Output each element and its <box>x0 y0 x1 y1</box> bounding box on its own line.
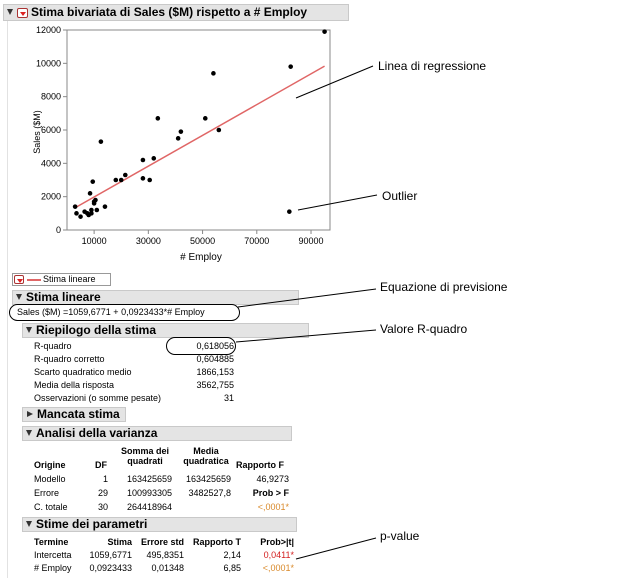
x-tick-label: 50000 <box>190 236 216 246</box>
anova-cell: 163425659 <box>185 474 231 484</box>
anova-cell: 3482527,8 <box>188 488 231 498</box>
params-col-se: Errore std <box>140 537 184 547</box>
params-pvalue: <,0001* <box>262 563 294 573</box>
params-col-term: Termine <box>34 537 69 547</box>
anova-cell: 1 <box>102 474 108 484</box>
params-cell: 2,14 <box>223 550 241 560</box>
anova-cell: 264418964 <box>126 502 172 512</box>
anova-cell: 30 <box>97 502 108 512</box>
summary-title: Riepilogo della stima <box>36 323 157 337</box>
x-tick-label: 70000 <box>244 236 270 246</box>
summary-label: Osservazioni (o somme pesate) <box>34 393 162 403</box>
params-cell: 6,85 <box>223 563 241 573</box>
summary-label: Scarto quadratico medio <box>34 367 132 377</box>
params-col-p: Prob>|t| <box>260 537 294 547</box>
params-cell: 495,8351 <box>146 550 184 560</box>
params-cell: 0,0923433 <box>89 563 132 573</box>
params-cell: 0,01348 <box>151 563 184 573</box>
summary-label: R-quadro corretto <box>34 354 105 364</box>
params-col-t: Rapporto T <box>193 537 241 547</box>
summary-label: Media della risposta <box>34 380 115 390</box>
regression-callout-line <box>296 66 373 98</box>
y-axis-label: Sales ($M) <box>32 110 42 154</box>
regression-line-callout: Linea di regressione <box>378 59 487 73</box>
x-axis-label: # Employ <box>180 252 222 263</box>
summary-value: 0,618056 <box>196 341 234 351</box>
anova-col-f: Rapporto F <box>236 460 284 470</box>
y-tick-label: 0 <box>55 225 61 235</box>
x-tick-label: 30000 <box>135 236 161 246</box>
params-pvalue: 0,0411* <box>263 550 294 560</box>
summary-value: 0,604885 <box>196 354 234 364</box>
anova-title: Analisi della varianza <box>36 426 158 440</box>
prediction-equation: Sales ($M) =1059,6771 + 0,0923433*# Employ <box>17 307 205 317</box>
report-title: Stima bivariata di Sales ($M) rispetto a # Employ <box>31 5 308 19</box>
anova-cell: 100993305 <box>126 488 172 498</box>
legend-label: Stima lineare <box>43 274 96 284</box>
anova-col-source: Origine <box>34 460 66 470</box>
params-title: Stime dei parametri <box>36 517 148 531</box>
anova-cell: 163425659 <box>126 474 172 484</box>
x-tick-label: 90000 <box>298 236 324 246</box>
params-cell: Intercetta <box>34 550 72 560</box>
summary-label: R-quadro <box>34 341 72 351</box>
anova-col-ss: Somma dei quadrati <box>120 446 169 466</box>
y-tick-label: 10000 <box>35 58 61 69</box>
lack-of-fit-title: Mancata stima <box>37 407 120 421</box>
y-tick-label: 6000 <box>40 125 61 135</box>
anova-cell: C. totale <box>34 502 68 512</box>
y-tick-label: 8000 <box>40 91 61 102</box>
equation-callout-line <box>238 289 376 307</box>
pvalue-callout: p-value <box>380 529 420 543</box>
anova-cell: 46,9273 <box>256 474 289 484</box>
anova-cell: 29 <box>97 488 108 498</box>
rsquare-callout: Valore R-quadro <box>380 322 468 336</box>
summary-value: 1866,153 <box>196 367 234 377</box>
params-cell: # Employ <box>34 563 72 573</box>
fit-section-title: Stima lineare <box>26 290 101 304</box>
y-tick-label: 12000 <box>35 25 61 35</box>
x-tick-label: 10000 <box>81 236 107 246</box>
pvalue-callout-line <box>296 538 376 559</box>
rsquare-callout-line <box>236 330 376 342</box>
outlier-callout: Outlier <box>382 189 418 203</box>
anova-cell: Modello <box>34 474 66 484</box>
anova-cell: Prob > F <box>252 488 289 498</box>
anova-prob-f: <,0001* <box>257 502 289 512</box>
params-cell: 1059,6771 <box>89 550 132 560</box>
y-tick-label: 4000 <box>40 158 61 169</box>
summary-value: 3562,755 <box>196 380 234 390</box>
y-tick-label: 2000 <box>40 191 61 202</box>
outlier-callout-line <box>298 195 377 210</box>
equation-callout: Equazione di previsione <box>380 280 508 294</box>
anova-col-df: DF <box>95 460 107 470</box>
summary-value: 31 <box>223 393 234 403</box>
anova-cell: Errore <box>34 488 60 498</box>
params-col-est: Stima <box>107 537 132 547</box>
anova-col-ms: Media quadratica <box>183 446 229 466</box>
